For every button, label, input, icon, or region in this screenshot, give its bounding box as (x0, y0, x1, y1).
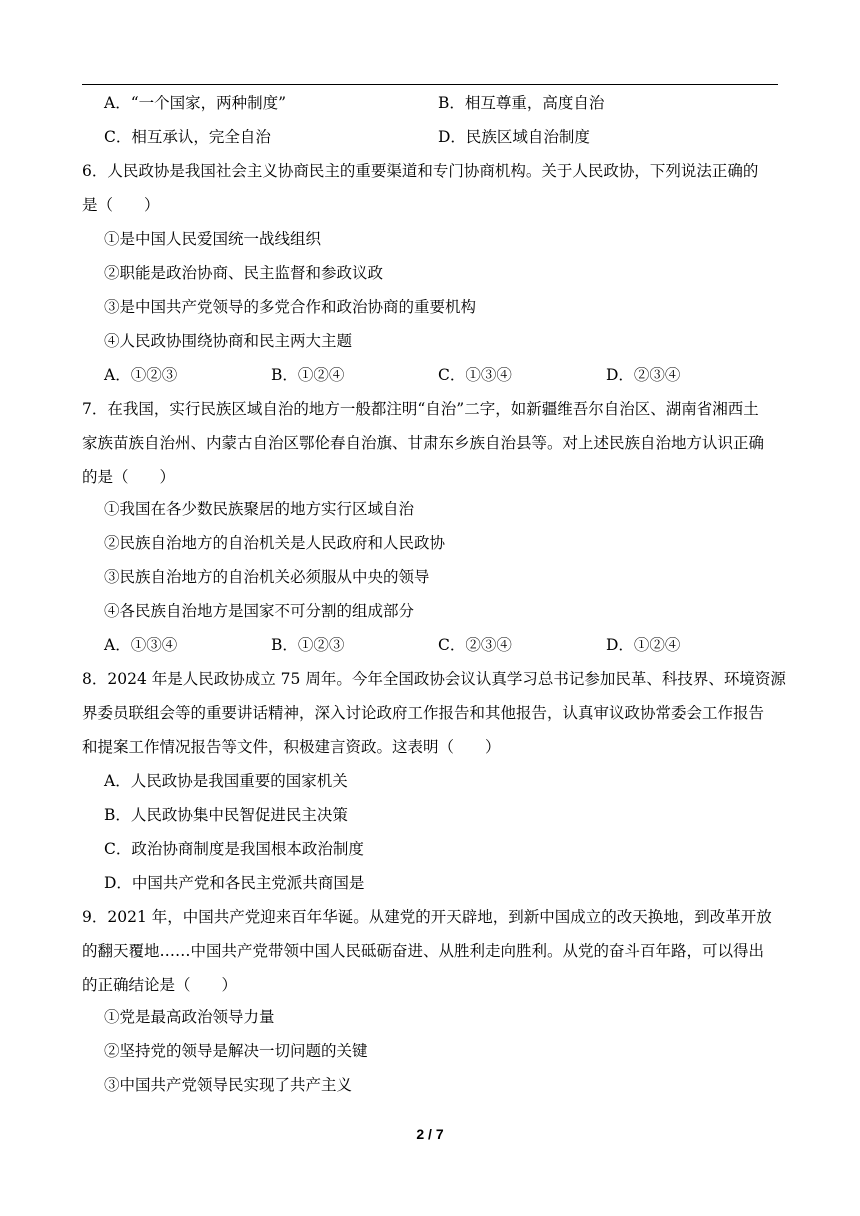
q5-option-c: C．相互承认，完全自治 (104, 128, 271, 146)
q8-stem-line-2: 界委员联组会等的重要讲话精神，深入讨论政府工作报告和其他报告，认真审议政协常委会工作报告 (82, 704, 765, 722)
q6-option-a: A．①②③ (104, 366, 178, 384)
q7-option-b: B．①②③ (271, 636, 345, 654)
q7-stem-line-1: 7．在我国，实行民族区域自治的地方一般都注明“自治”二字，如新疆维吾尔自治区、湖南省湘西土 (82, 400, 759, 418)
q6-option-c: C．①③④ (438, 366, 512, 384)
q5-option-a: A．“一个国家，两种制度” (104, 94, 287, 112)
q6-option-b: B．①②④ (271, 366, 345, 384)
q8-option-a: A．人民政协是我国重要的国家机关 (104, 772, 348, 790)
q6-item-1: ①是中国人民爱国统一战线组织 (104, 230, 322, 248)
q6-item-2: ②职能是政治协商、民主监督和参政议政 (104, 264, 384, 282)
q6-option-d: D．②③④ (606, 366, 681, 384)
q8-stem-line-3: 和提案工作情况报告等文件，积极建言资政。这表明（ ） (82, 738, 501, 756)
q7-option-c: C．②③④ (438, 636, 512, 654)
q7-option-a: A．①③④ (104, 636, 178, 654)
q7-item-1: ①我国在各少数民族聚居的地方实行区域自治 (104, 500, 415, 518)
q6-item-3: ③是中国共产党领导的多党合作和政治协商的重要机构 (104, 298, 477, 316)
q9-item-3: ③中国共产党领导民实现了共产主义 (104, 1076, 353, 1094)
header-rule (82, 84, 778, 85)
page-number: 2 / 7 (416, 1126, 444, 1142)
q7-item-2: ②民族自治地方的自治机关是人民政府和人民政协 (104, 534, 446, 552)
q9-item-2: ②坚持党的领导是解决一切问题的关键 (104, 1042, 368, 1060)
q9-stem-line-3: 的正确结论是（ ） (82, 976, 238, 994)
q9-stem-line-2: 的翻天覆地……中国共产党带领中国人民砥砺奋进、从胜利走向胜利。从党的奋斗百年路，可以得出 (82, 942, 765, 960)
q8-option-d: D．中国共产党和各民主党派共商国是 (104, 874, 365, 892)
q6-item-4: ④人民政协围绕协商和民主两大主题 (104, 332, 353, 350)
q7-item-4: ④各民族自治地方是国家不可分割的组成部分 (104, 602, 415, 620)
q7-stem-line-3: 的是（ ） (82, 468, 176, 486)
q8-option-b: B．人民政协集中民智促进民主决策 (104, 806, 348, 824)
q7-stem-line-2: 家族苗族自治州、内蒙古自治区鄂伦春自治旗、甘肃东乡族自治县等。对上述民族自治地方认识正确 (82, 434, 765, 452)
q6-stem-line-2: 是（ ） (82, 196, 160, 214)
q6-stem-line-1: 6．人民政协是我国社会主义协商民主的重要渠道和专门协商机构。关于人民政协，下列说法正确的 (82, 162, 759, 180)
q5-option-d: D．民族区域自治制度 (438, 128, 590, 146)
q8-stem-line-1: 8．2024 年是人民政协成立 75 周年。今年全国政协会议认真学习总书记参加民革、科技界、环境资源 (82, 670, 786, 688)
q7-option-d: D．①②④ (606, 636, 681, 654)
q7-item-3: ③民族自治地方的自治机关必须服从中央的领导 (104, 568, 430, 586)
q8-option-c: C．政治协商制度是我国根本政治制度 (104, 840, 364, 858)
q9-item-1: ①党是最高政治领导力量 (104, 1008, 275, 1026)
q9-stem-line-1: 9．2021 年，中国共产党迎来百年华诞。从建党的开天辟地，到新中国成立的改天换地，到改革开放 (82, 908, 772, 926)
q5-option-b: B．相互尊重，高度自治 (438, 94, 605, 112)
